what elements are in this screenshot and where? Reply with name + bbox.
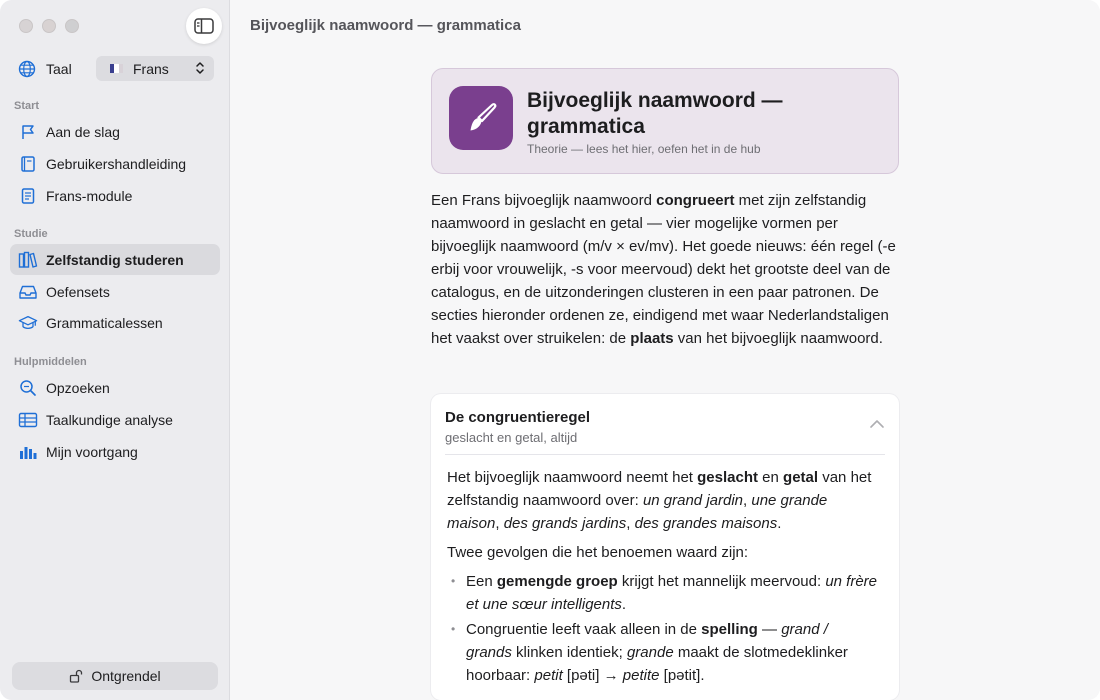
unlock-icon (69, 669, 83, 683)
list-item: • Congruentie leeft vaak alleen in de spelling — grand / grands klinken identiek; grande maakt de slotmedeklinker hoorbaar: petit [pəti] → petite [pətit]. (447, 618, 877, 687)
intro-paragraph: Een Frans bijvoeglijk naamwoord congrueert met zijn zelfstandig naamwoord in geslacht en getal — vier mogelijke vormen per bijvoeglijk naamwoord (m/v × ev/mv). Het goede nieuws: één regel (-e erbij voor vrouwelijk, -s voor meervoud) dekt het grootste deel van de catalogus, en de uitzonderingen clusteren in een paar patronen. De secties hieronder ordenen ze, eindigend met waar Nederlandstaligen het vaakst over struikelen: de plaats van het bijvoeglijk naamwoord. (431, 192, 896, 347)
sidebar-item-french-module[interactable] (10, 180, 220, 211)
main-content (231, 0, 1100, 700)
lesson-title: Bijvoeglijk naamwoord — grammatica (527, 89, 783, 138)
section-card-subtitle: geslacht en getal, altijd (445, 430, 578, 445)
section-title-start: Start (14, 100, 40, 112)
flag-icon (18, 122, 38, 142)
sidebar-item-user-manual[interactable] (10, 148, 220, 179)
document-icon (18, 186, 38, 206)
language-select[interactable] (96, 56, 214, 81)
unlock-button[interactable] (12, 662, 218, 690)
sidebar-item-label: Oefensets (46, 283, 110, 300)
graduation-cap-icon (18, 313, 38, 333)
sidebar-item-getting-started[interactable] (10, 116, 220, 147)
books-icon (18, 250, 38, 270)
sidebar-item-label: Gebruikershandleiding (46, 155, 187, 172)
sidebar-item-label: Zelfstandig studeren (46, 251, 184, 268)
table-icon (18, 410, 38, 430)
sidebar-item-label: Frans-module (46, 187, 133, 204)
consequences-intro: Twee gevolgen die het benoemen waard zijn: (447, 544, 749, 561)
sidebar-item-label: Grammaticalessen (46, 314, 163, 331)
unlock-button-label: Ontgrendel (91, 668, 161, 684)
book-icon (18, 154, 38, 174)
window-controls (19, 19, 79, 33)
sidebar-item-label: Taalkundige analyse (46, 411, 173, 428)
sidebar-item-my-progress[interactable] (10, 436, 220, 467)
sidebar-item-label: Mijn voortgang (46, 443, 138, 460)
sidebar-item-lookup[interactable] (10, 372, 220, 403)
sidebar-item-exercise-sets[interactable] (10, 276, 220, 307)
tray-icon (18, 282, 38, 302)
sidebar-item-label: Opzoeken (46, 379, 110, 396)
sidebar (0, 0, 230, 700)
close-window-button[interactable] (19, 19, 33, 33)
lesson-subtitle: Theorie — lees het hier, oefen het in de hub (527, 142, 761, 156)
section-card-body (447, 466, 877, 689)
divider (445, 454, 885, 455)
sidebar-item-linguistic-analysis[interactable] (10, 404, 220, 435)
sidebar-toggle-icon (194, 18, 214, 34)
language-row (18, 56, 214, 81)
consequences-list (447, 570, 877, 687)
section-card-title: De congruentieregel (445, 409, 591, 426)
lesson-header-card (431, 68, 899, 174)
magnifier-icon (18, 378, 38, 398)
section-title-study: Studie (14, 228, 48, 240)
globe-icon (18, 60, 36, 78)
chevron-updown-icon (195, 61, 205, 75)
chevron-up-icon[interactable] (869, 419, 885, 429)
language-label: Taal (46, 60, 72, 77)
rule-paragraph: Het bijvoeglijk naamwoord neemt het geslacht en getal van het zelfstandig naamwoord over: un grand jardin, une grande maison, des grands jardins, des grandes maisons. (447, 469, 872, 532)
list-item: • Een gemengde groep krijgt het mannelijk meervoud: un frère et une sœur intelligents. (447, 570, 877, 616)
minimize-window-button[interactable] (42, 19, 56, 33)
sidebar-item-label: Aan de slag (46, 123, 120, 140)
section-card-agreement-rule (431, 394, 899, 700)
bar-chart-icon (18, 442, 38, 462)
section-title-tools: Hulpmiddelen (14, 356, 87, 368)
french-flag-icon (110, 64, 123, 73)
sidebar-toggle-button[interactable] (186, 8, 222, 44)
sidebar-item-self-study[interactable] (10, 244, 220, 275)
language-select-value: Frans (133, 60, 169, 77)
sidebar-item-grammar-lessons[interactable] (10, 307, 220, 338)
zoom-window-button[interactable] (65, 19, 79, 33)
window-title: Bijvoeglijk naamwoord — grammatica (250, 17, 521, 34)
paintbrush-icon (449, 86, 513, 150)
